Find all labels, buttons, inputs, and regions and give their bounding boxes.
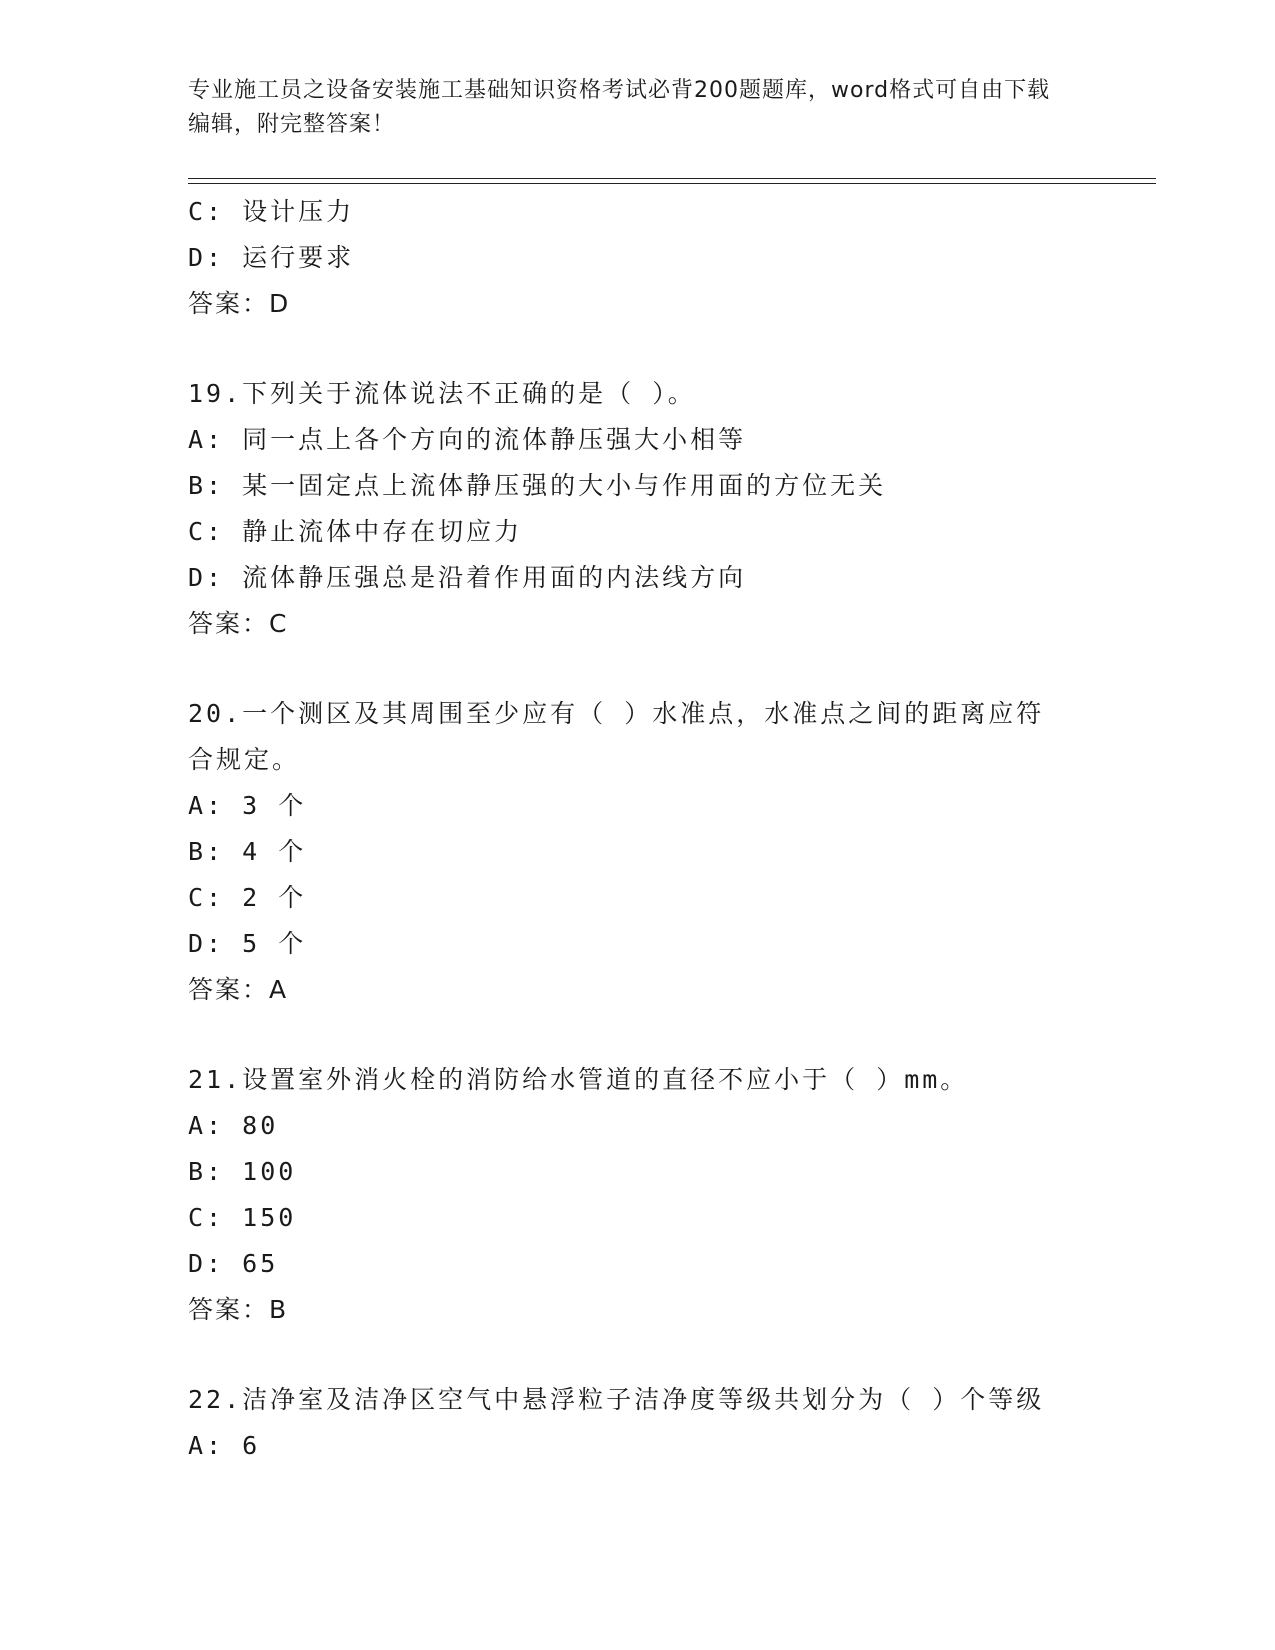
question-22: 22.洁净室及洁净区空气中悬浮粒子洁净度等级共划分为（ ）个等级 (188, 1385, 1045, 1414)
header-rule-top (188, 178, 1156, 179)
question-list (188, 189, 1088, 1469)
option-d: D: 运行要求 (188, 243, 355, 272)
question-20: 20.一个测区及其周围至少应有（ ）水准点，水准点之间的距离应符合规定。 (188, 699, 1045, 774)
question-21: 21.设置室外消火栓的消防给水管道的直径不应小于（ ）mm。 (188, 1065, 969, 1094)
header-rule-bottom (188, 183, 1156, 184)
page-header: 专业施工员之设备安装施工基础知识资格考试必背200题题库，word格式可自由下载编辑，附完整答案！ (188, 78, 1051, 137)
option-b: B: 4 个 (188, 837, 307, 866)
answer: 答案：A (188, 975, 289, 1004)
option-c: C: 150 (188, 1203, 297, 1232)
option-c: C: 2 个 (188, 883, 307, 912)
option-a: A: 同一点上各个方向的流体静压强大小相等 (188, 425, 747, 454)
question-19: 19.下列关于流体说法不正确的是（ ）。 (188, 379, 696, 408)
option-c: C: 设计压力 (188, 197, 355, 226)
option-c: C: 静止流体中存在切应力 (188, 517, 523, 546)
option-a: A: 3 个 (188, 791, 307, 820)
answer: 答案：B (188, 1295, 289, 1324)
option-a: A: 80 (188, 1111, 279, 1140)
option-a: A: 6 (188, 1431, 261, 1460)
option-d: D: 流体静压强总是沿着作用面的内法线方向 (188, 563, 747, 592)
option-b: B: 某一固定点上流体静压强的大小与作用面的方位无关 (188, 471, 887, 500)
answer: 答案：D (188, 289, 291, 318)
option-d: D: 65 (188, 1249, 279, 1278)
option-b: B: 100 (188, 1157, 297, 1186)
option-d: D: 5 个 (188, 929, 307, 958)
answer: 答案：C (188, 609, 289, 638)
